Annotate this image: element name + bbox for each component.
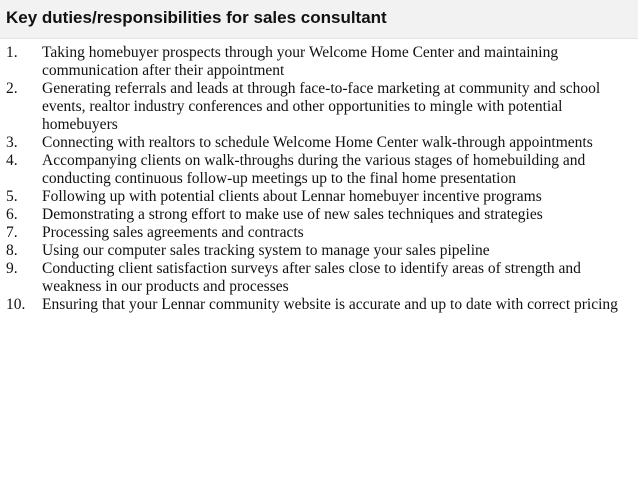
- item-number: 2.: [6, 80, 18, 97]
- item-text: Demonstrating a strong effort to make use of new sales techniques and strategies: [42, 206, 543, 223]
- list-item: [0, 242, 638, 260]
- item-number: 10.: [6, 296, 26, 313]
- page-title: Key duties/responsibilities for sales consultant: [6, 8, 387, 27]
- item-number: 6.: [6, 206, 18, 223]
- list-item: [0, 260, 638, 296]
- item-text: Ensuring that your Lennar community website is accurate and up to date with correct pricing: [42, 296, 618, 313]
- slide-header: [0, 0, 638, 39]
- list-item: [0, 134, 638, 152]
- item-text: Generating referrals and leads at through face-to-face marketing at community and school events, realtor industry conferences and other opportunities to mingle with potential homebuyers: [42, 80, 601, 133]
- item-text: Taking homebuyer prospects through your Welcome Home Center and maintaining communication after their appointment: [42, 44, 559, 79]
- list-item: [0, 188, 638, 206]
- list-item: [0, 44, 638, 80]
- item-number: 1.: [6, 44, 18, 61]
- list-item: [0, 224, 638, 242]
- duties-list: [0, 44, 638, 314]
- item-number: 9.: [6, 260, 18, 277]
- item-text: Processing sales agreements and contracts: [42, 224, 304, 241]
- list-item: [0, 80, 638, 134]
- item-text: Connecting with realtors to schedule Welcome Home Center walk-through appointments: [42, 134, 593, 151]
- item-number: 5.: [6, 188, 18, 205]
- item-number: 8.: [6, 242, 18, 259]
- item-number: 4.: [6, 152, 18, 169]
- item-text: Accompanying clients on walk-throughs during the various stages of homebuilding and conducting continuous follow-up meetings up to the final home presentation: [42, 152, 586, 187]
- list-item: [0, 296, 638, 314]
- list-item: [0, 152, 638, 188]
- list-item: [0, 206, 638, 224]
- item-number: 7.: [6, 224, 18, 241]
- item-text: Following up with potential clients about Lennar homebuyer incentive programs: [42, 188, 542, 205]
- item-text: Using our computer sales tracking system to manage your sales pipeline: [42, 242, 490, 259]
- item-number: 3.: [6, 134, 18, 151]
- item-text: Conducting client satisfaction surveys after sales close to identify areas of strength and weakness in our products and processes: [42, 260, 581, 295]
